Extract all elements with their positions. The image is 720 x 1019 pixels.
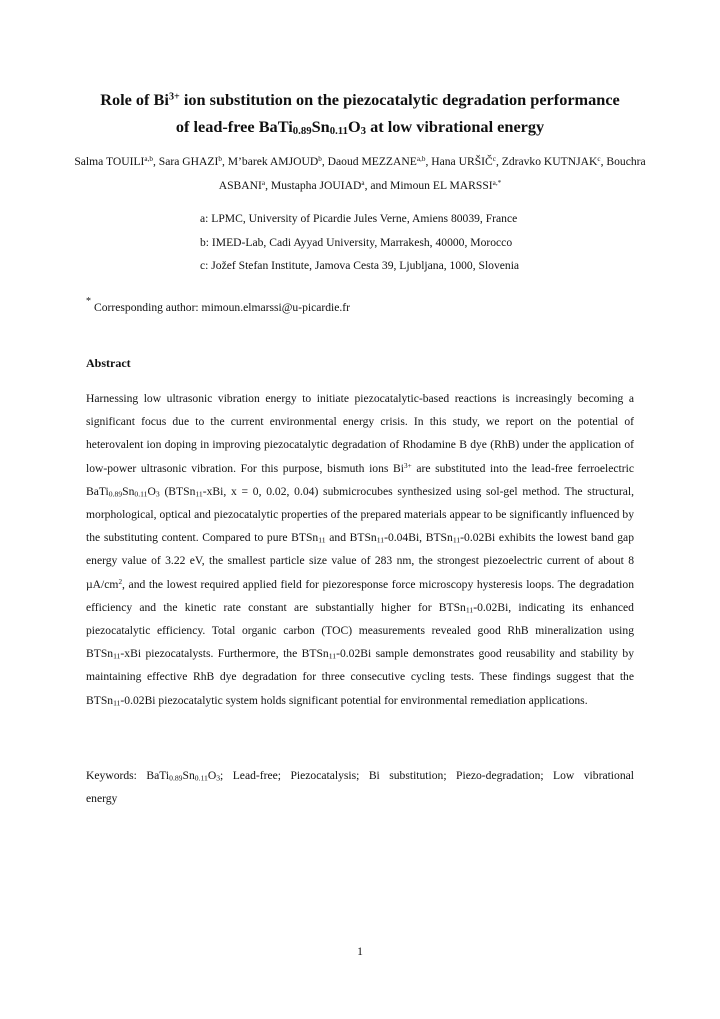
title-text: of lead-free BaTi xyxy=(175,117,293,136)
text-run: -0.04Bi, BTSn xyxy=(384,531,453,545)
subscript: 11 xyxy=(328,651,337,661)
title-line-1 xyxy=(60,86,660,113)
author-name: M’barek AMJOUD xyxy=(227,155,319,168)
text-run: -xBi piezocatalysts. Furthermore, the BTSn xyxy=(120,647,329,661)
author-affiliation-marker: c xyxy=(492,155,496,164)
subscript: 3 xyxy=(216,773,221,783)
text-run: and BTSn xyxy=(325,531,377,545)
text-run: are substituted into the lead-free ferroelectric BaTi xyxy=(86,461,634,498)
keywords xyxy=(86,764,634,810)
text-run: ; Lead-free; Piezocatalysis; Bi substitution; Piezo-degradation; Low vibrational energy xyxy=(86,769,634,806)
text-run: Keywords: BaTi xyxy=(86,769,170,782)
affiliations xyxy=(200,207,519,278)
author-affiliation-marker: a xyxy=(361,179,365,188)
text-run: Sn xyxy=(122,484,135,498)
abstract-heading: Abstract xyxy=(86,356,131,370)
subscript: 0.89 xyxy=(108,489,123,499)
author-affiliation-marker: a,b xyxy=(416,155,426,164)
title-superscript: 3+ xyxy=(168,91,180,103)
subscript: 3 xyxy=(155,489,160,499)
title-subscript: 3 xyxy=(360,125,366,138)
text-run: O xyxy=(207,769,217,782)
text-run: -0.02Bi exhibits the lowest band gap energy value of 3.22 eV, the smallest particle size value of 283 nm, the strongest piezoelectric current of about 8 µA/cm xyxy=(86,531,634,591)
abstract-body xyxy=(86,387,634,712)
superscript: 2 xyxy=(118,577,123,586)
author-name: Daoud MEZZANE xyxy=(327,155,417,168)
author-affiliation-marker: b xyxy=(318,155,322,164)
author-affiliation-marker: a,b xyxy=(144,155,153,164)
author-name: Zdravko KUTNJAK xyxy=(501,155,598,168)
text-run: Sn xyxy=(182,769,195,782)
text-run: O xyxy=(147,484,156,498)
author-affiliation-marker: a xyxy=(261,179,266,188)
text-run: (BTSn xyxy=(159,484,196,498)
title-text: Role of Bi xyxy=(100,90,169,109)
subscript: 11 xyxy=(318,535,326,545)
author-name: Salma TOUILI xyxy=(74,155,145,168)
affiliation-a: a: LPMC, University of Picardie Jules Verne, Amiens 80039, France xyxy=(200,212,518,225)
page-number: 1 xyxy=(357,945,363,958)
author-list: Salma TOUILI$^{a,b}$, Sara GHAZI$^b$, M’barek AMJOUD$^b$, Daoud MEZZANE$^{a,b}$, Hana URŠIČ$^c$, Zdravko KUTNJAK$^c$, Bouchra ASBANI$^a$, Mustapha JOUIAD$^a$, and Mimoun EL $MARSSI^{a,*}$ xyxy=(74,155,646,192)
affiliation-b: b: IMED-Lab, Cadi Ayyad University, Marrakesh, 40000, Morocco xyxy=(200,235,513,249)
corresponding-author-note xyxy=(86,296,350,314)
subscript: 11 xyxy=(376,535,385,545)
title-subscript: 0.11 xyxy=(329,125,348,138)
subscript: 11 xyxy=(465,605,474,615)
author-name: Sara GHAZI xyxy=(158,155,219,168)
subscript: 11 xyxy=(452,535,461,545)
superscript: 3+ xyxy=(404,461,412,470)
subscript: 11 xyxy=(113,651,121,661)
paper-title xyxy=(60,86,660,140)
subscript: 0.11 xyxy=(134,489,148,499)
title-text: ion substitution on the piezocatalytic degradation performance xyxy=(179,90,620,109)
title-line-2 xyxy=(60,113,660,140)
title-text: Sn xyxy=(311,117,330,136)
corresponding-author-email: Corresponding author: mimoun.elmarssi@u-picardie.fr xyxy=(94,301,351,314)
author-affiliation-marker: c xyxy=(597,155,601,164)
author-name: Mimoun EL MARSSI xyxy=(390,179,493,192)
text-run: -xBi, x = 0, 0.02, 0.04) submicrocubes synthesized using sol-gel method. The structural, morphological, optical and piezocatalytic properties of the prepared materials appear to be significantly influenced by the substituting content. Compared to pure BTSn xyxy=(86,484,634,545)
text-run: , and the lowest required applied field for piezoresponse force microscopy hysteresis loops. The degradation efficiency and the kinetic rate constant are substantially higher for BTSn xyxy=(86,577,634,614)
subscript: 0.89 xyxy=(169,773,183,783)
author-affiliation-marker: a,* xyxy=(492,179,502,188)
subscript: 0.11 xyxy=(194,773,208,783)
title-subscript: 0.89 xyxy=(292,125,312,138)
subscript: 11 xyxy=(113,698,121,708)
author-affiliation-marker: b xyxy=(218,155,222,164)
author-name: Hana URŠIČ xyxy=(431,155,493,168)
author-name: Bouchra ASBANI xyxy=(218,155,646,192)
text-run: -0.02Bi sample demonstrates good reusability and stability by maintaining effective RhB dye degradation for three consecutive cycling tests. These findings suggest that the BTSn xyxy=(86,647,634,707)
text-run: Harnessing low ultrasonic vibration energy to initiate piezocatalytic-based reactions is increasingly becoming a significant focus due to the current environmental energy crisis. In this study, we report on the potential of heterovalent ion doping in improving piezocatalytic degradation of Rhodamine B dye (RhB) under the application of low-power ultrasonic vibration. For this purpose, bismuth ions Bi xyxy=(86,392,634,475)
author-name: Mustapha JOUIAD xyxy=(270,179,362,192)
subscript: 11 xyxy=(195,489,203,499)
text-run: -0.02Bi piezocatalytic system holds significant potential for environmental remediation applications. xyxy=(120,693,588,707)
affiliation-c: c: Jožef Stefan Institute, Jamova Cesta 39, Ljubljana, 1000, Slovenia xyxy=(200,259,520,272)
title-text: at low vibrational energy xyxy=(366,117,545,136)
text-run: -0.02Bi, indicating its enhanced piezocatalytic efficiency. Total organic carbon (TOC) measurements revealed good RhB mineralization using BTSn xyxy=(86,600,634,661)
footnote-marker: * xyxy=(86,296,91,307)
title-text: O xyxy=(347,117,361,136)
